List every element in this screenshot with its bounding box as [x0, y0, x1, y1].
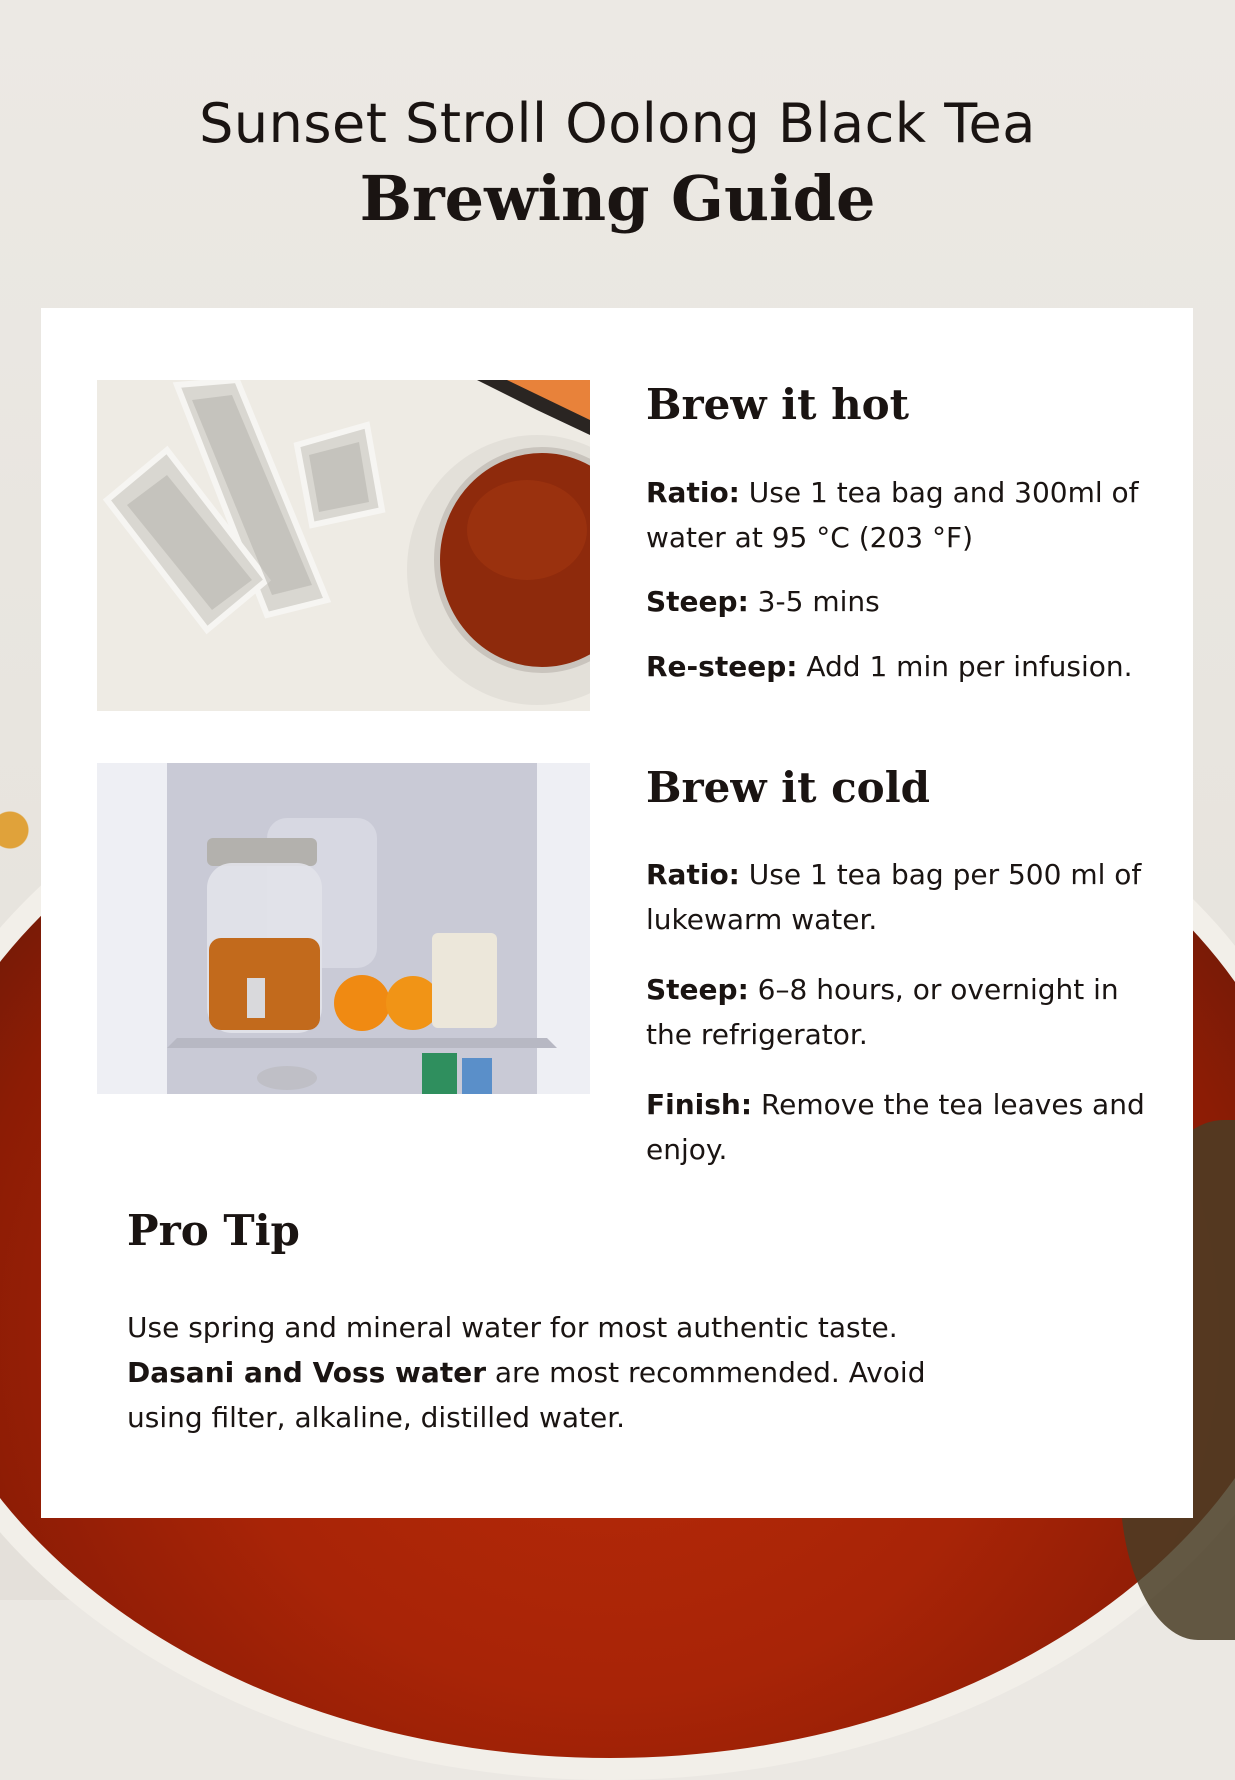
hot-resteep-label: Re-steep: [646, 650, 798, 683]
hot-ratio [646, 470, 1166, 560]
cold-finish-text: Remove the tea leaves and enjoy. [646, 1088, 1145, 1166]
background-bowl-pattern [0, 760, 40, 910]
pro-tip-bold: Dasani and Voss water [127, 1356, 486, 1389]
page-subtitle: Sunset Stroll Oolong Black Tea [199, 92, 1036, 155]
hot-steep-label: Steep: [646, 585, 749, 618]
pro-tip-heading: Pro Tip [127, 1206, 300, 1255]
hot-steep-text: 3-5 mins [748, 585, 880, 618]
hot-resteep [646, 644, 1186, 689]
hot-steep [646, 579, 1166, 624]
cold-finish-label: Finish: [646, 1088, 753, 1121]
page-title: Brewing Guide [359, 162, 876, 235]
brew-cold-heading: Brew it cold [646, 763, 931, 812]
pro-tip-line1: Use spring and mineral water for most authentic taste. [127, 1311, 898, 1344]
cold-finish [646, 1082, 1146, 1172]
hot-ratio-label: Ratio: [646, 476, 740, 509]
cold-ratio-label: Ratio: [646, 858, 740, 891]
pro-tip-line2: are most recommended. Avoid using filter, alkaline, distilled water. [127, 1356, 926, 1434]
cold-ratio-text: Use 1 tea bag per 500 ml of lukewarm water. [646, 858, 1142, 936]
cold-steep-label: Steep: [646, 973, 749, 1006]
hot-ratio-text: Use 1 tea bag and 300ml of water at 95 °C (203 °F) [646, 476, 1139, 554]
hot-tea-photo [97, 380, 590, 711]
tea-bags-and-cup-illustration [97, 380, 590, 711]
pro-tip-text [127, 1305, 987, 1440]
refrigerator-illustration [97, 763, 590, 1094]
cold-steep [646, 967, 1166, 1057]
cold-ratio [646, 852, 1166, 942]
cold-steep-text: 6–8 hours, or overnight in the refrigerator. [646, 973, 1119, 1051]
hot-resteep-text: Add 1 min per infusion. [797, 650, 1133, 683]
brew-hot-heading: Brew it hot [646, 380, 910, 429]
cold-brew-photo [97, 763, 590, 1094]
